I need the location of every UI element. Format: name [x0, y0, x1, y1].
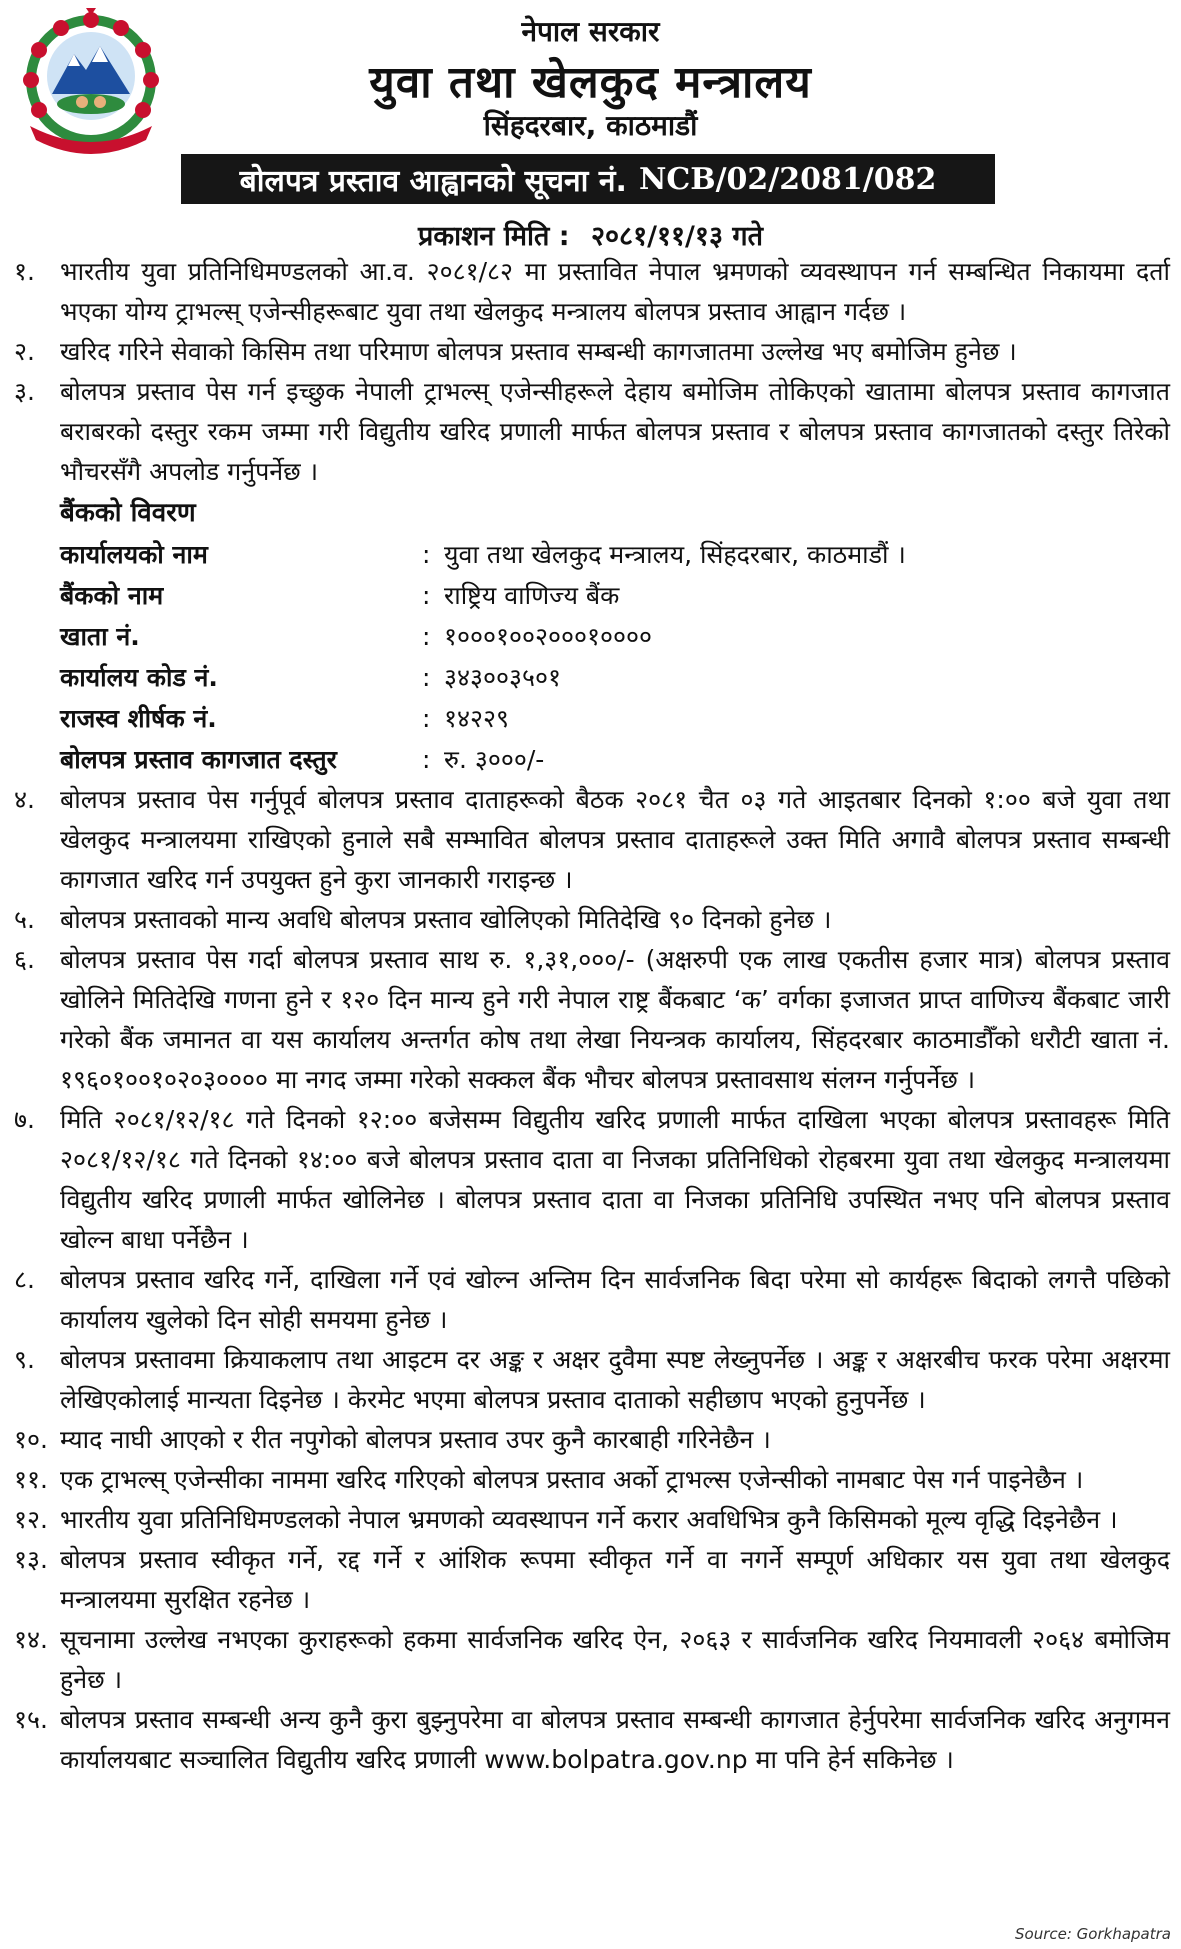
bank-row — [60, 616, 1170, 657]
item-number: ६. — [14, 945, 35, 974]
item-number: १४. — [14, 1625, 48, 1654]
item-text: म्याद नाघी आएको र रीत नपुगेको बोलपत्र प्रस्ताव उपर कुनै कारबाही गरिनेछैन । — [60, 1425, 771, 1454]
item-text: बोलपत्र प्रस्तावको मान्य अवधि बोलपत्र प्रस्ताव खोलिएको मितिदेखि ९० दिनको हुनेछ । — [60, 905, 832, 934]
list-item — [14, 372, 1170, 492]
item-number: ३. — [14, 377, 35, 406]
bank-row-label: बैंकको नाम — [60, 581, 164, 610]
list-item — [14, 1340, 1170, 1420]
bank-row-label: बोलपत्र प्रस्ताव कागजात दस्तुर — [60, 745, 337, 774]
item-number: ५. — [14, 905, 35, 934]
ministry-heading: युवा तथा खेलकुद मन्त्रालय — [369, 57, 812, 108]
bank-row — [60, 739, 1170, 780]
publication-date-label: प्रकाशन मिति : — [417, 221, 570, 252]
item-text: बोलपत्र प्रस्ताव पेस गर्नुपूर्व बोलपत्र प्रस्ताव दाताहरूको बैठक २०८१ चैत ०३ गते आइतबार दिनको १:०० बजे युवा तथा खेलकुद मन्त्रालयमा राखिएको हुनाले सबै सम्भावित बोलपत्र प्रस्ताव दाताहरूले उक्त मिति अगावै बोलपत्र प्रस्ताव सम्बन्धी कागजात खरिद गर्न उपयुक्त हुने कुरा जानकारी गराइन्छ । — [60, 785, 1170, 894]
item-text: भारतीय युवा प्रतिनिधिमण्डलको आ.व. २०८१/८२ मा प्रस्तावित नेपाल भ्रमणको व्यवस्थापन गर्न सम्बन्धित निकायमा दर्ता भएका योग्य ट्राभल्स् एजेन्सीहरूबाट युवा तथा खेलकुद मन्त्रालय बोलपत्र प्रस्ताव आह्वान गर्दछ । — [60, 257, 1170, 326]
item-number: ८. — [14, 1265, 35, 1294]
bank-details — [60, 492, 1170, 780]
list-item — [14, 1540, 1170, 1620]
publication-date-value: २०८१/११/१३ गते — [590, 221, 763, 252]
item-number: ११. — [14, 1465, 48, 1494]
bank-row-value: युवा तथा खेलकुद मन्त्रालय, सिंहदरबार, काठमाडौं । — [444, 540, 906, 569]
item-text: बोलपत्र प्रस्ताव सम्बन्धी अन्य कुनै कुरा बुझ्नुपरेमा वा बोलपत्र प्रस्ताव सम्बन्धी कागजात हेर्नुपरेमा सार्वजनिक खरिद अनुगमन कार्यालयबाट सञ्चालित विद्युतीय खरिद प्रणाली www.bolpatra.gov.np मा पनि हेर्न सकिनेछ । — [60, 1705, 1170, 1774]
item-text: सूचनामा उल्लेख नभएका कुराहरूको हकमा सार्वजनिक खरिद ऐन, २०६३ र सार्वजनिक खरिद नियमावली २०६४ बमोजिम हुनेछ । — [60, 1625, 1170, 1694]
bank-row-separator: : — [422, 663, 431, 692]
item-number: १५. — [14, 1705, 48, 1734]
bank-row-label: खाता नं. — [60, 622, 140, 651]
publication-date — [0, 216, 1181, 253]
bank-row-label: राजस्व शीर्षक नं. — [60, 704, 217, 733]
bank-row-value: रु. ३०००/- — [444, 745, 545, 774]
source-credit: Source: Gorkhapatra — [1015, 1925, 1171, 1943]
item-text: बोलपत्र प्रस्ताव पेस गर्न इच्छुक नेपाली ट्राभल्स् एजेन्सीहरूले देहाय बमोजिम तोकिएको खातामा बोलपत्र प्रस्ताव कागजात बराबरको दस्तुर रकम जम्मा गरी विद्युतीय खरिद प्रणाली मार्फत बोलपत्र प्रस्ताव र बोलपत्र प्रस्ताव कागजातको दस्तुर तिरेको भौचरसँगै अपलोड गर्नुपर्नेछ । — [60, 377, 1170, 486]
item-text: खरिद गरिने सेवाको किसिम तथा परिमाण बोलपत्र प्रस्ताव सम्बन्धी कागजातमा उल्लेख भए बमोजिम हुनेछ । — [60, 337, 1017, 366]
bank-details-title: बैंकको विवरण — [60, 498, 196, 528]
list-item — [14, 252, 1170, 332]
ministry-location: सिंहदरबार, काठमाडौं — [483, 109, 698, 142]
item-number: ७. — [14, 1105, 35, 1134]
list-item — [14, 1100, 1170, 1260]
item-text: एक ट्राभल्स् एजेन्सीका नाममा खरिद गरिएको बोलपत्र प्रस्ताव अर्को ट्राभल्स एजेन्सीको नामबाट पेस गर्न पाइनेछैन । — [60, 1465, 1084, 1494]
bank-row-value: १०००१००२०००१०००० — [444, 622, 653, 651]
bank-row-value: १४२२९ — [444, 704, 510, 733]
item-number: १०. — [14, 1425, 48, 1454]
bank-row-value: राष्ट्रिय वाणिज्य बैंक — [444, 581, 620, 610]
bank-row-separator: : — [422, 704, 431, 733]
bank-row — [60, 698, 1170, 739]
item-text: बोलपत्र प्रस्तावमा क्रियाकलाप तथा आइटम दर अङ्क र अक्षर दुवैमा स्पष्ट लेख्नुपर्नेछ । अङ्क र अक्षरबीच फरक परेमा अक्षरमा लेखिएकोलाई मान्यता दिइनेछ । केरमेट भएमा बोलपत्र प्रस्ताव दाताको सहीछाप भएको हुनुपर्नेछ । — [60, 1345, 1170, 1414]
item-text: बोलपत्र प्रस्ताव पेस गर्दा बोलपत्र प्रस्ताव साथ रु. १,३१,०००/- (अक्षरुपी एक लाख एकतीस हजार मात्र) बोलपत्र प्रस्ताव खोलिने मितिदेखि गणना हुने र १२० दिन मान्य हुने गरी नेपाल राष्ट्र बैंकबाट ‘क’ वर्गका इजाजत प्राप्त वाणिज्य बैंकबाट जारी गरेको बैंक जमानत वा यस कार्यालय अन्तर्गत कोष तथा लेखा नियन्त्रक कार्यालय, सिंहदरबार काठमाडौँको धरौटी खाता नं. १९६०१००१०२०३०००० मा नगद जम्मा गरेको सक्कल बैंक भौचर बोलपत्र प्रस्तावसाथ संलग्न गर्नुपर्नेछ । — [60, 945, 1170, 1094]
government-heading: नेपाल सरकार — [521, 15, 660, 48]
list-item — [14, 1420, 1170, 1460]
list-item — [14, 1500, 1170, 1540]
item-number: ९. — [14, 1345, 35, 1374]
bank-row-separator: : — [422, 540, 431, 569]
bank-row-separator: : — [422, 622, 431, 651]
list-item — [14, 780, 1170, 900]
item-number: २. — [14, 337, 35, 366]
bank-row — [60, 575, 1170, 616]
item-number: १. — [14, 257, 35, 286]
item-text: मिति २०८१/१२/१८ गते दिनको १२:०० बजेसम्म विद्युतीय खरिद प्रणाली मार्फत दाखिला भएका बोलपत्र प्रस्तावहरू मिति २०८१/१२/१८ गते दिनको १४:०० बजे बोलपत्र प्रस्ताव दाता वा निजका प्रतिनिधिको रोहबरमा युवा तथा खेलकुद मन्त्रालयमा विद्युतीय खरिद प्रणाली मार्फत खोलिनेछ । बोलपत्र प्रस्ताव दाता वा निजका प्रतिनिधि उपस्थित नभए पनि बोलपत्र प्रस्ताव खोल्न बाधा पर्नेछैन । — [60, 1105, 1170, 1254]
bank-row-separator: : — [422, 581, 431, 610]
bank-row-separator: : — [422, 745, 431, 774]
bank-row-value: ३४३००३५०१ — [444, 663, 562, 692]
bank-row-label: कार्यालय कोड नं. — [60, 663, 218, 692]
notice-number: NCB/02/2081/082 — [638, 161, 937, 197]
notice-title-banner — [181, 154, 995, 204]
item-number: ४. — [14, 785, 35, 814]
list-item — [14, 1620, 1170, 1700]
bank-row-label: कार्यालयको नाम — [60, 540, 208, 569]
list-item — [14, 1460, 1170, 1500]
list-item — [14, 900, 1170, 940]
list-item — [14, 1700, 1170, 1780]
notice-title: बोलपत्र प्रस्ताव आह्वानको सूचना नं. — [239, 163, 627, 199]
list-item — [14, 332, 1170, 372]
bank-row — [60, 534, 1170, 575]
item-number: १२. — [14, 1505, 48, 1534]
item-text: बोलपत्र प्रस्ताव स्वीकृत गर्ने, रद्द गर्ने र आंशिक रूपमा स्वीकृत गर्ने वा नगर्ने सम्पूर्ण अधिकार यस युवा तथा खेलकुद मन्त्रालयमा सुरक्षित रहनेछ । — [60, 1545, 1170, 1614]
bank-row — [60, 657, 1170, 698]
item-number: १३. — [14, 1545, 48, 1574]
item-text: भारतीय युवा प्रतिनिधिमण्डलको नेपाल भ्रमणको व्यवस्थापन गर्ने करार अवधिभित्र कुनै किसिमको मूल्य वृद्धि दिइनेछैन । — [60, 1505, 1118, 1534]
notice-body — [14, 252, 1170, 1780]
list-item — [14, 1260, 1170, 1340]
item-text: बोलपत्र प्रस्ताव खरिद गर्ने, दाखिला गर्ने एवं खोल्न अन्तिम दिन सार्वजनिक बिदा परेमा सो कार्यहरू बिदाको लगत्तै पछिको कार्यालय खुलेको दिन सोही समयमा हुनेछ । — [60, 1265, 1170, 1334]
list-item — [14, 940, 1170, 1100]
